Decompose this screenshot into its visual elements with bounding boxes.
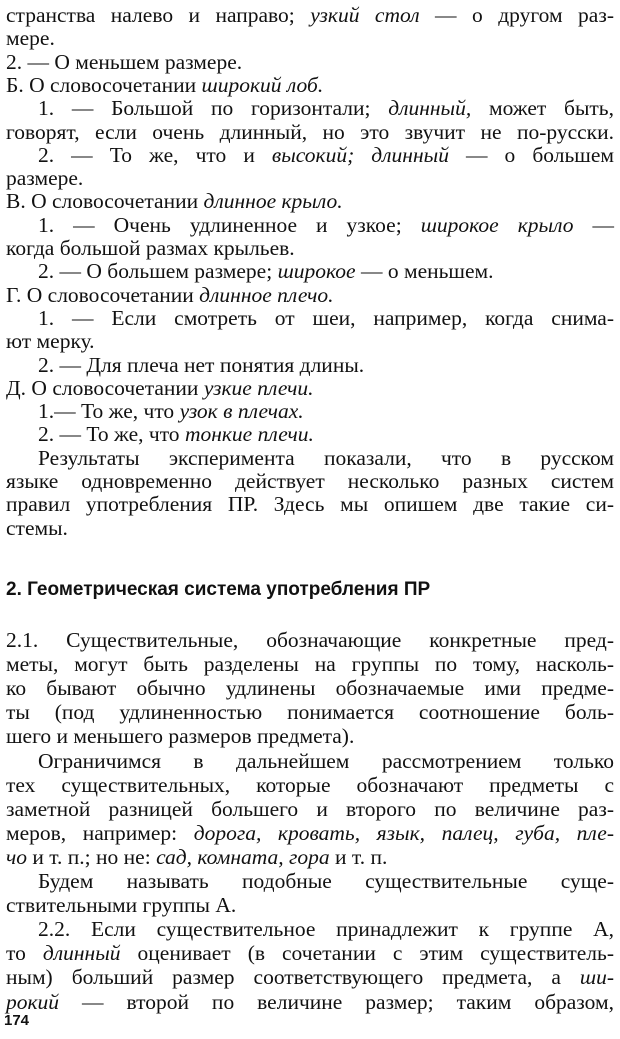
text-run: ко бывают обычно удлинены обозначаемые ими предме- xyxy=(6,676,614,701)
text-run: тех существительных, которые обозначают предметы с xyxy=(6,772,614,797)
italic-run: узок в плечах. xyxy=(179,399,304,424)
text-line xyxy=(6,990,614,1014)
text-line xyxy=(38,917,614,941)
text-line xyxy=(6,773,614,797)
text-line xyxy=(6,700,614,724)
text-line xyxy=(6,893,614,917)
text-run: заметной разницей большего и второго по величине раз- xyxy=(6,796,614,821)
text-run: 2. — О меньшем размере. xyxy=(6,49,243,74)
text-line xyxy=(6,3,614,27)
text-line xyxy=(38,399,614,423)
text-line xyxy=(6,492,614,516)
text-run: и т. п. xyxy=(329,844,388,869)
text-line xyxy=(6,676,614,700)
text-run: меров, например: xyxy=(6,820,194,845)
text-run: Г. О словосочетании xyxy=(6,282,200,307)
text-run: 1. — Большой по горизонтали; xyxy=(38,96,389,121)
text-line xyxy=(6,73,614,97)
italic-run: рокий xyxy=(6,989,60,1014)
text-line xyxy=(6,652,614,676)
text-line xyxy=(38,306,614,330)
italic-run: сад, комната, гора xyxy=(156,844,330,869)
text-run: ным) больший размер соответствующего предмета, а xyxy=(6,965,580,990)
italic-run: широкое xyxy=(277,259,356,284)
text-run: 2. — То же, что и xyxy=(38,142,272,167)
italic-run: широкое крыло xyxy=(420,212,574,237)
text-line xyxy=(38,96,614,120)
text-run: Ограничимся в дальнейшем рассмотрением только xyxy=(38,748,614,773)
text-line xyxy=(6,50,614,74)
italic-run: узкие плечи. xyxy=(203,375,314,400)
italic-run: чо xyxy=(6,844,28,869)
italic-run: дорога, кровать, язык, палец, губа, пле- xyxy=(193,820,614,845)
italic-run: длинное крыло. xyxy=(203,189,343,214)
italic-run: высокий; длинный xyxy=(271,142,449,167)
text-line xyxy=(6,283,614,307)
text-run: размере. xyxy=(6,166,84,191)
text-run: ют мерку. xyxy=(6,329,95,354)
italic-run: длинный, xyxy=(388,96,472,121)
text-run: странства налево и направо; xyxy=(6,3,311,27)
text-line xyxy=(6,516,614,540)
italic-run: ши- xyxy=(579,965,614,990)
text-run: — о меньшем. xyxy=(355,259,494,284)
text-run: мере. xyxy=(6,26,55,51)
text-run: 2.2. Если существительное принадлежит к группе А, xyxy=(38,917,614,942)
text-run: 2.1. Существительные, обозначающие конкретные пред- xyxy=(6,628,614,652)
text-run: ствительными группы А. xyxy=(6,893,237,918)
text-line xyxy=(6,376,614,400)
text-line xyxy=(6,965,614,989)
text-line xyxy=(6,189,614,213)
text-line xyxy=(6,469,614,493)
text-line xyxy=(38,353,614,377)
text-line xyxy=(6,797,614,821)
text-line xyxy=(38,446,614,470)
text-line xyxy=(38,869,614,893)
text-line xyxy=(6,329,614,353)
text-run: правил употребления ПР. Здесь мы опишем две такие си- xyxy=(6,492,614,517)
text-run: стемы. xyxy=(6,515,68,540)
text-line xyxy=(6,821,614,845)
text-run: 2. — О большем размере; xyxy=(38,259,278,284)
italic-run: длинное плечо. xyxy=(199,282,334,307)
text-run: Б. О словосочетании xyxy=(6,72,202,97)
text-run: шего и меньшего размеров предмета). xyxy=(6,724,355,749)
text-run: — о другом раз- xyxy=(419,3,614,27)
text-line xyxy=(6,236,614,260)
text-line xyxy=(6,120,614,144)
italic-run: широкий лоб. xyxy=(201,72,324,97)
text-line xyxy=(6,26,614,50)
section-heading: 2. Геометрическая система употребления ПР xyxy=(6,579,431,600)
text-run: 1.— То же, что xyxy=(38,399,180,424)
text-line xyxy=(6,941,614,965)
page-number: 174 xyxy=(4,1012,30,1029)
text-run: Результаты эксперимента показали, что в русском xyxy=(38,445,614,470)
text-run: ты (под удлиненностью понимается соотношение боль- xyxy=(6,700,614,725)
text-run: 2. — Для плеча нет понятия длины. xyxy=(38,352,365,377)
text-line xyxy=(38,213,614,237)
italic-run: узкий стол xyxy=(310,3,420,27)
text-run: 1. — Если смотреть от шеи, например, когда снима- xyxy=(38,305,614,330)
text-line xyxy=(6,166,614,190)
text-run: меты, могут быть разделены на группы по тому, насколь- xyxy=(6,652,614,677)
text-run: 1. — Очень удлиненное и узкое; xyxy=(38,212,421,237)
text-run: то xyxy=(6,941,43,966)
text-run: Д. О словосочетании xyxy=(6,375,204,400)
italic-run: тонкие плечи. xyxy=(184,422,314,447)
text-run: оценивает (в сочетании с этим существитель- xyxy=(120,941,614,966)
text-run: может быть, xyxy=(471,96,614,121)
text-line xyxy=(38,259,614,283)
text-line xyxy=(38,422,614,446)
text-run: говорят, если очень длинный, но это звучит не по-русски. xyxy=(6,119,614,144)
text-run: — xyxy=(573,212,614,237)
text-line xyxy=(6,724,614,748)
text-line xyxy=(38,749,614,773)
text-run: Будем называть подобные существительные суще- xyxy=(38,869,614,893)
italic-run: длинный xyxy=(42,941,121,966)
text-run: языке одновременно действует несколько разных систем xyxy=(6,469,614,493)
text-run: и т. п.; но не: xyxy=(27,844,157,869)
text-run: когда большой размах крыльев. xyxy=(6,236,295,260)
text-run: — о большем xyxy=(448,142,615,167)
text-run: — второй по величине размер; таким образом, xyxy=(59,989,614,1014)
text-line xyxy=(38,143,614,167)
text-line xyxy=(6,845,614,869)
text-run: В. О словосочетании xyxy=(6,189,204,214)
text-run: 2. — То же, что xyxy=(38,422,185,447)
text-line xyxy=(6,628,614,652)
